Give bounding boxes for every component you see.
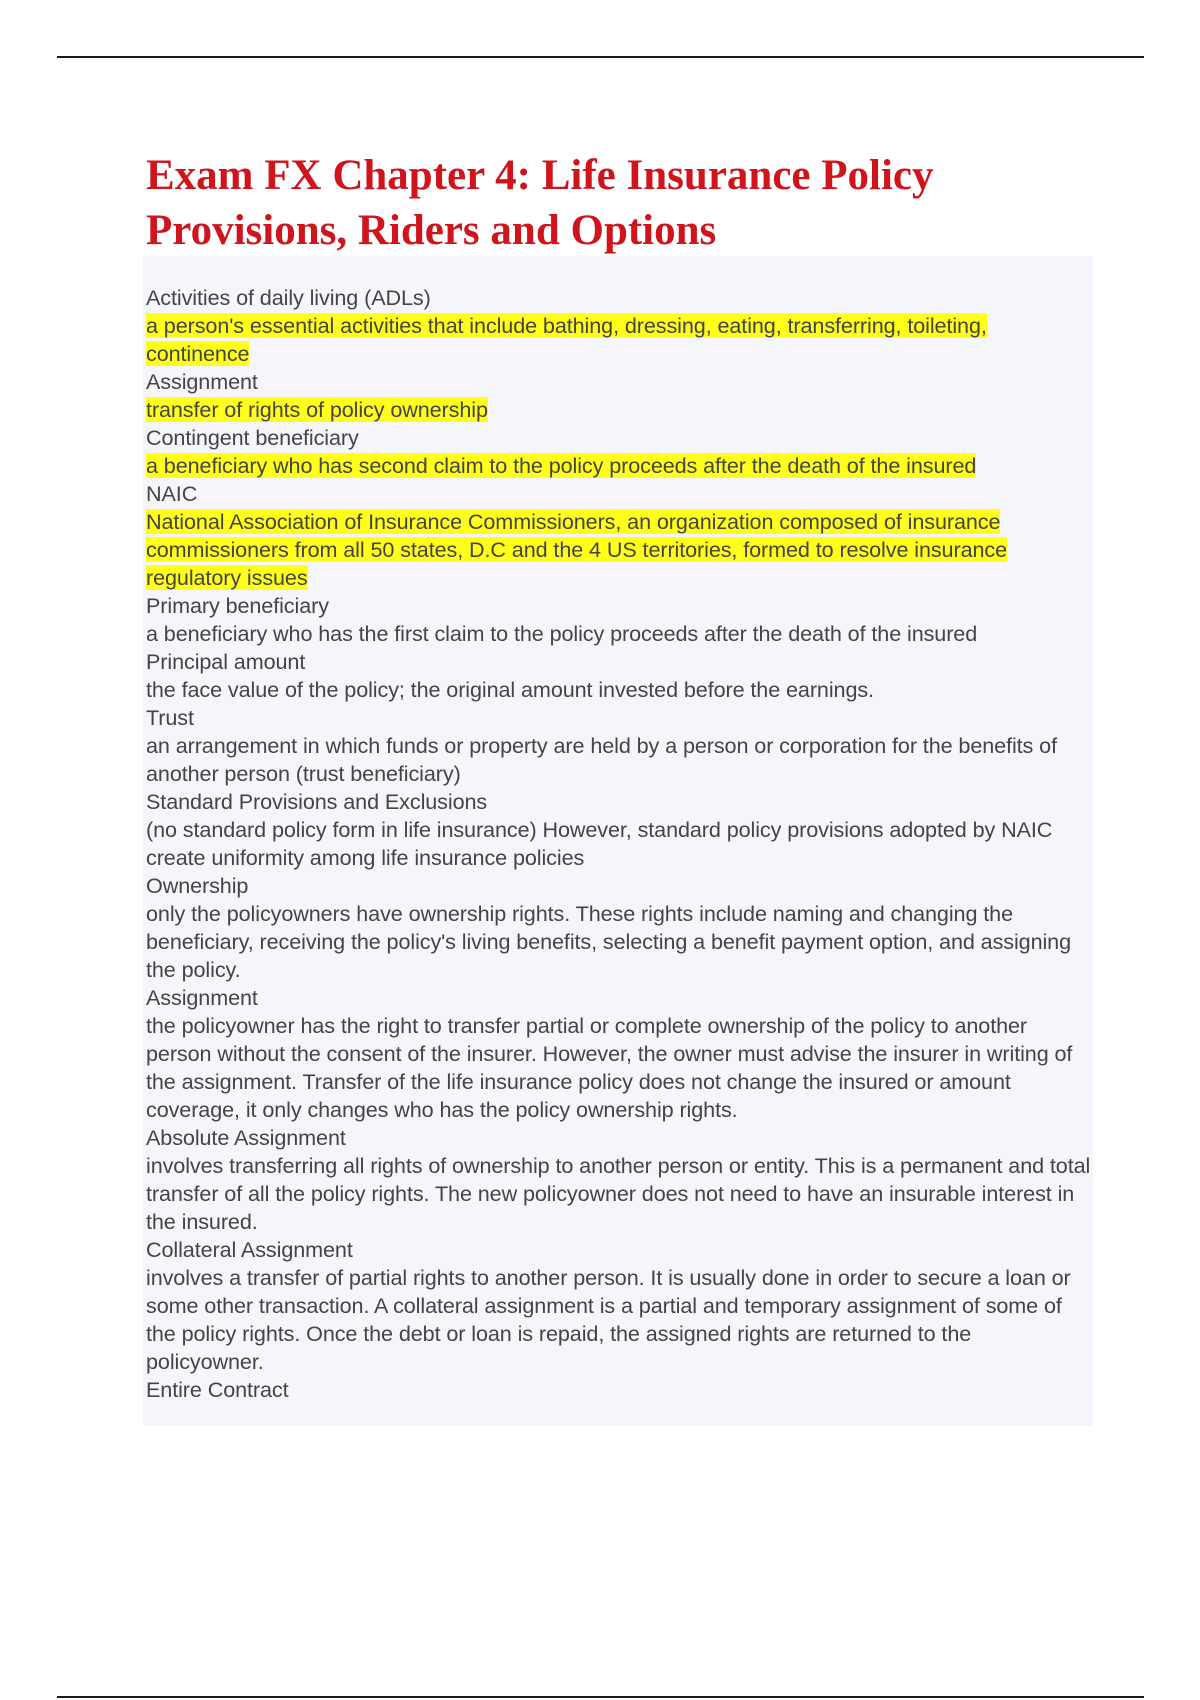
term: Ownership (146, 873, 249, 898)
definition: involves transferring all rights of ownership to another person or entity. This is a permanent and total transfer of all the policy rights. The new policyowner does not need to have an insurable interest in the insured. (146, 1153, 1091, 1234)
definition: only the policyowners have ownership rights. These rights include naming and changing the beneficiary, receiving the policy's living benefits, selecting a benefit payment option, and assigning the policy. (146, 901, 1072, 982)
flashcard-list (143, 256, 1093, 1426)
definition (146, 312, 1093, 368)
definition: (no standard policy form in life insurance) However, standard policy provisions adopted by NAIC create uniformity among life insurance policies (146, 817, 1053, 870)
bottom-rule (57, 1696, 1144, 1698)
definition: the policyowner has the right to transfer partial or complete ownership of the policy to another person without the consent of the insurer. However, the owner must advise the insurer in writing of the assignment. Transfer of the life insurance policy does not change the insured or amount coverage, it only changes who has the policy ownership rights. (146, 1013, 1073, 1122)
title-line-1: Exam FX Chapter 4: Life Insurance Policy (146, 152, 934, 199)
term: Entire Contract (146, 1377, 289, 1402)
term: Assignment (146, 985, 258, 1010)
term: Contingent beneficiary (146, 425, 359, 450)
top-rule (57, 56, 1144, 58)
term: NAIC (146, 481, 198, 506)
definition: an arrangement in which funds or property are held by a person or corporation for the benefits of another person (trust beneficiary) (146, 733, 1057, 786)
highlighted-definition: a beneficiary who has second claim to the policy proceeds after the death of the insured (146, 453, 977, 478)
page-title (146, 148, 1106, 258)
term: Activities of daily living (ADLs) (146, 285, 431, 310)
term: Principal amount (146, 649, 306, 674)
definition (146, 396, 1093, 424)
term: Standard Provisions and Exclusions (146, 789, 488, 814)
term: Absolute Assignment (146, 1125, 346, 1150)
term: Trust (146, 705, 194, 730)
term: Assignment (146, 369, 258, 394)
definition (146, 508, 1093, 592)
definition: a beneficiary who has the first claim to the policy proceeds after the death of the insured (146, 621, 978, 646)
highlighted-definition: National Association of Insurance Commissioners, an organization composed of insurance commissioners from all 50 states, D.C and the 4 US territories, formed to resolve insurance regulatory issues (146, 509, 1007, 590)
highlighted-definition: transfer of rights of policy ownership (146, 397, 488, 422)
term: Primary beneficiary (146, 593, 329, 618)
term: Collateral Assignment (146, 1237, 353, 1262)
definition: the face value of the policy; the original amount invested before the earnings. (146, 677, 874, 702)
highlighted-definition: a person's essential activities that include bathing, dressing, eating, transferring, toileting, continence (146, 313, 987, 366)
definition: involves a transfer of partial rights to another person. It is usually done in order to secure a loan or some other transaction. A collateral assignment is a partial and temporary assignment of some of the policy rights. Once the debt or loan is repaid, the assigned rights are returned to the policyowner. (146, 1265, 1071, 1374)
definition (146, 452, 1093, 480)
title-line-2: Provisions, Riders and Options (146, 207, 717, 254)
